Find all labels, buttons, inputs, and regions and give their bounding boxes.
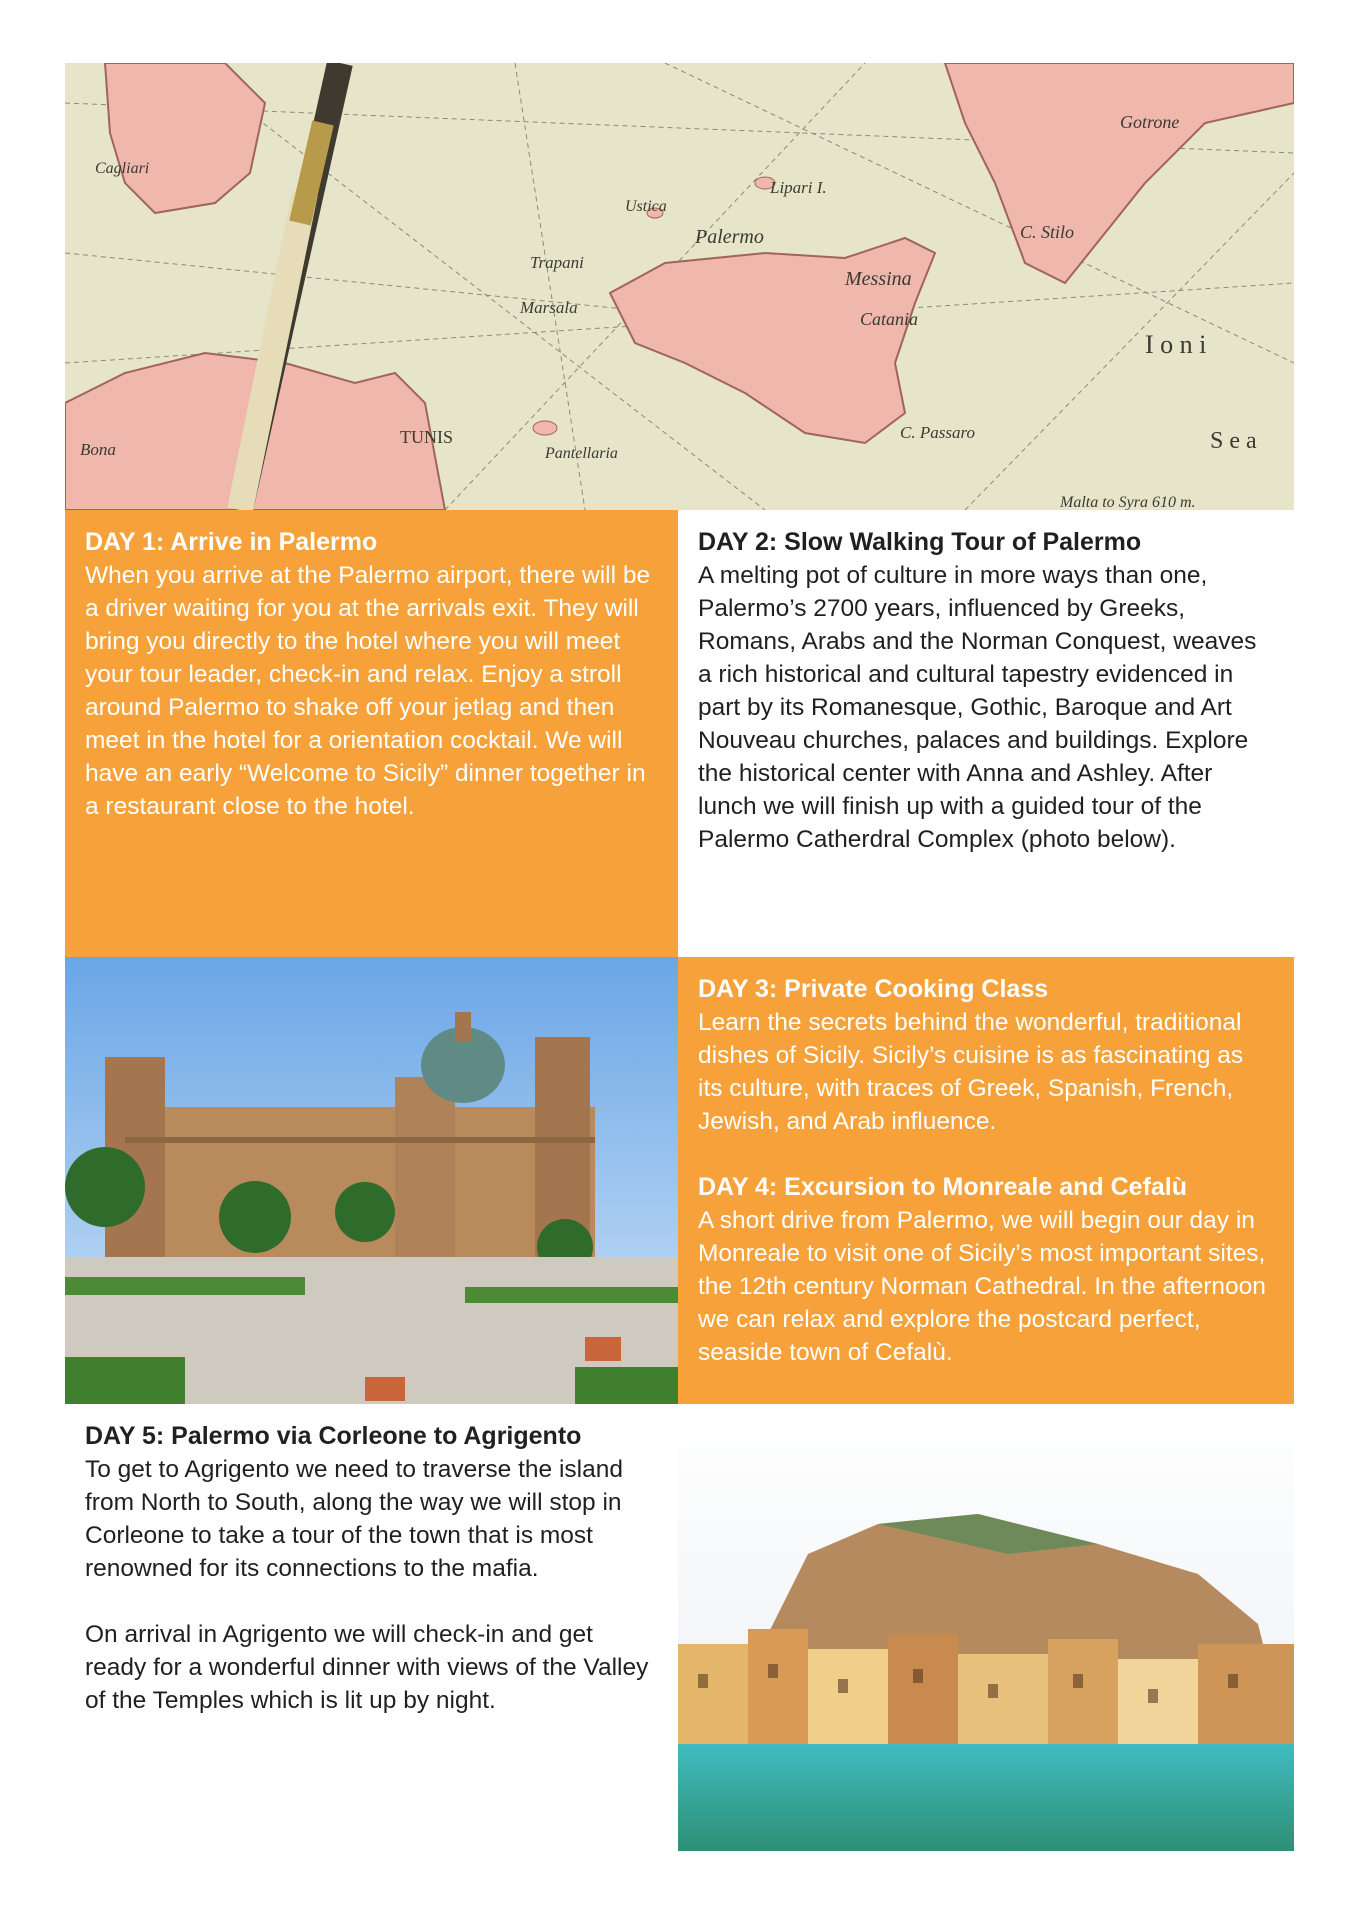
day-3-body: Learn the secrets behind the wonderful, traditional dishes of Sicily. Sicily’s cuisine is as fascinating as its culture, with traces of Greek, Spanish, French, Jewish, and Arab influence.	[698, 1009, 1244, 1135]
map-label-messina: Messina	[845, 268, 912, 290]
antique-map-photo	[65, 63, 1294, 510]
map-label-passaro: C. Passaro	[900, 423, 975, 442]
map-label-bona: Bona	[80, 440, 116, 459]
map-label-gotrone: Gotrone	[1120, 112, 1180, 132]
day-3-title: DAY 3: Private Cooking Class	[698, 975, 1049, 1003]
map-label-pantellaria: Pantellaria	[545, 445, 618, 462]
map-label-marsala: Marsala	[520, 298, 578, 317]
day-5-body-2: On arrival in Agrigento we will check-in and get ready for a wonderful dinner with views of the Valley of the Temples which is lit up by night.	[85, 1621, 649, 1714]
cefalu-photo	[678, 1404, 1294, 1851]
day-5-panel	[65, 1404, 678, 1851]
day-5-body-1: To get to Agrigento we need to traverse the island from North to South, along the way we will stop in Corleone to take a tour of the town that is most renowned for its connections to the mafia.	[85, 1456, 623, 1582]
day-1-body: When you arrive at the Palermo airport, there will be a driver waiting for you at the arrivals exit. They will bring you directly to the hotel where you will meet your tour leader, check-in and relax. Enjoy a stroll around Palermo to shake off your jetlag and then meet in the hotel for a orientation cocktail. We will have an early “Welcome to Sicily” dinner together in a restaurant close to the hotel.	[85, 562, 651, 820]
day-2-body: A melting pot of culture in more ways than one, Palermo’s 2700 years, influenced by Greeks, Romans, Arabs and the Norman Conquest, weaves a rich historical and cultural tapestry evidenced in part by its Romanesque, Gothic, Baroque and Art Nouveau churches, palaces and buildings. Explore the historical center with Anna and Ashley. After lunch we will finish up with a guided tour of the Palermo Catherdral Complex (photo below).	[698, 562, 1257, 853]
map-label-trapani: Trapani	[530, 253, 584, 272]
day-2-panel	[678, 510, 1294, 957]
day-1-title: DAY 1: Arrive in Palermo	[85, 528, 378, 556]
map-label-lipari: Lipari I.	[770, 178, 827, 197]
day-3-4-panel	[678, 957, 1294, 1404]
map-label-cagliari: Cagliari	[95, 160, 150, 177]
map-label-sea: S e a	[1210, 428, 1257, 454]
map-label-palermo: Palermo	[695, 226, 764, 248]
day-5-title: DAY 5: Palermo via Corleone to Agrigento	[85, 1422, 582, 1450]
day-4-body: A short drive from Palermo, we will begin our day in Monreale to visit one of Sicily’s most important sites, the 12th century Norman Cathedral. In the afternoon we can relax and explore the postcard perfect, seaside town of Cefalù.	[698, 1207, 1266, 1366]
palermo-cathedral-photo	[65, 957, 678, 1404]
map-label-ustica: Ustica	[625, 198, 667, 215]
day-2-title: DAY 2: Slow Walking Tour of Palermo	[698, 528, 1142, 556]
map-label-catania: Catania	[860, 309, 919, 329]
map-label-malta-syra: Malta to Syra 610 m.	[1060, 494, 1196, 510]
map-label-stilo: C. Stilo	[1020, 222, 1075, 242]
day-1-panel	[65, 510, 678, 957]
day-4-title: DAY 4: Excursion to Monreale and Cefalù	[698, 1173, 1188, 1201]
map-label-ionian: I o n i	[1145, 330, 1207, 359]
map-label-tunis: TUNIS	[400, 427, 453, 447]
